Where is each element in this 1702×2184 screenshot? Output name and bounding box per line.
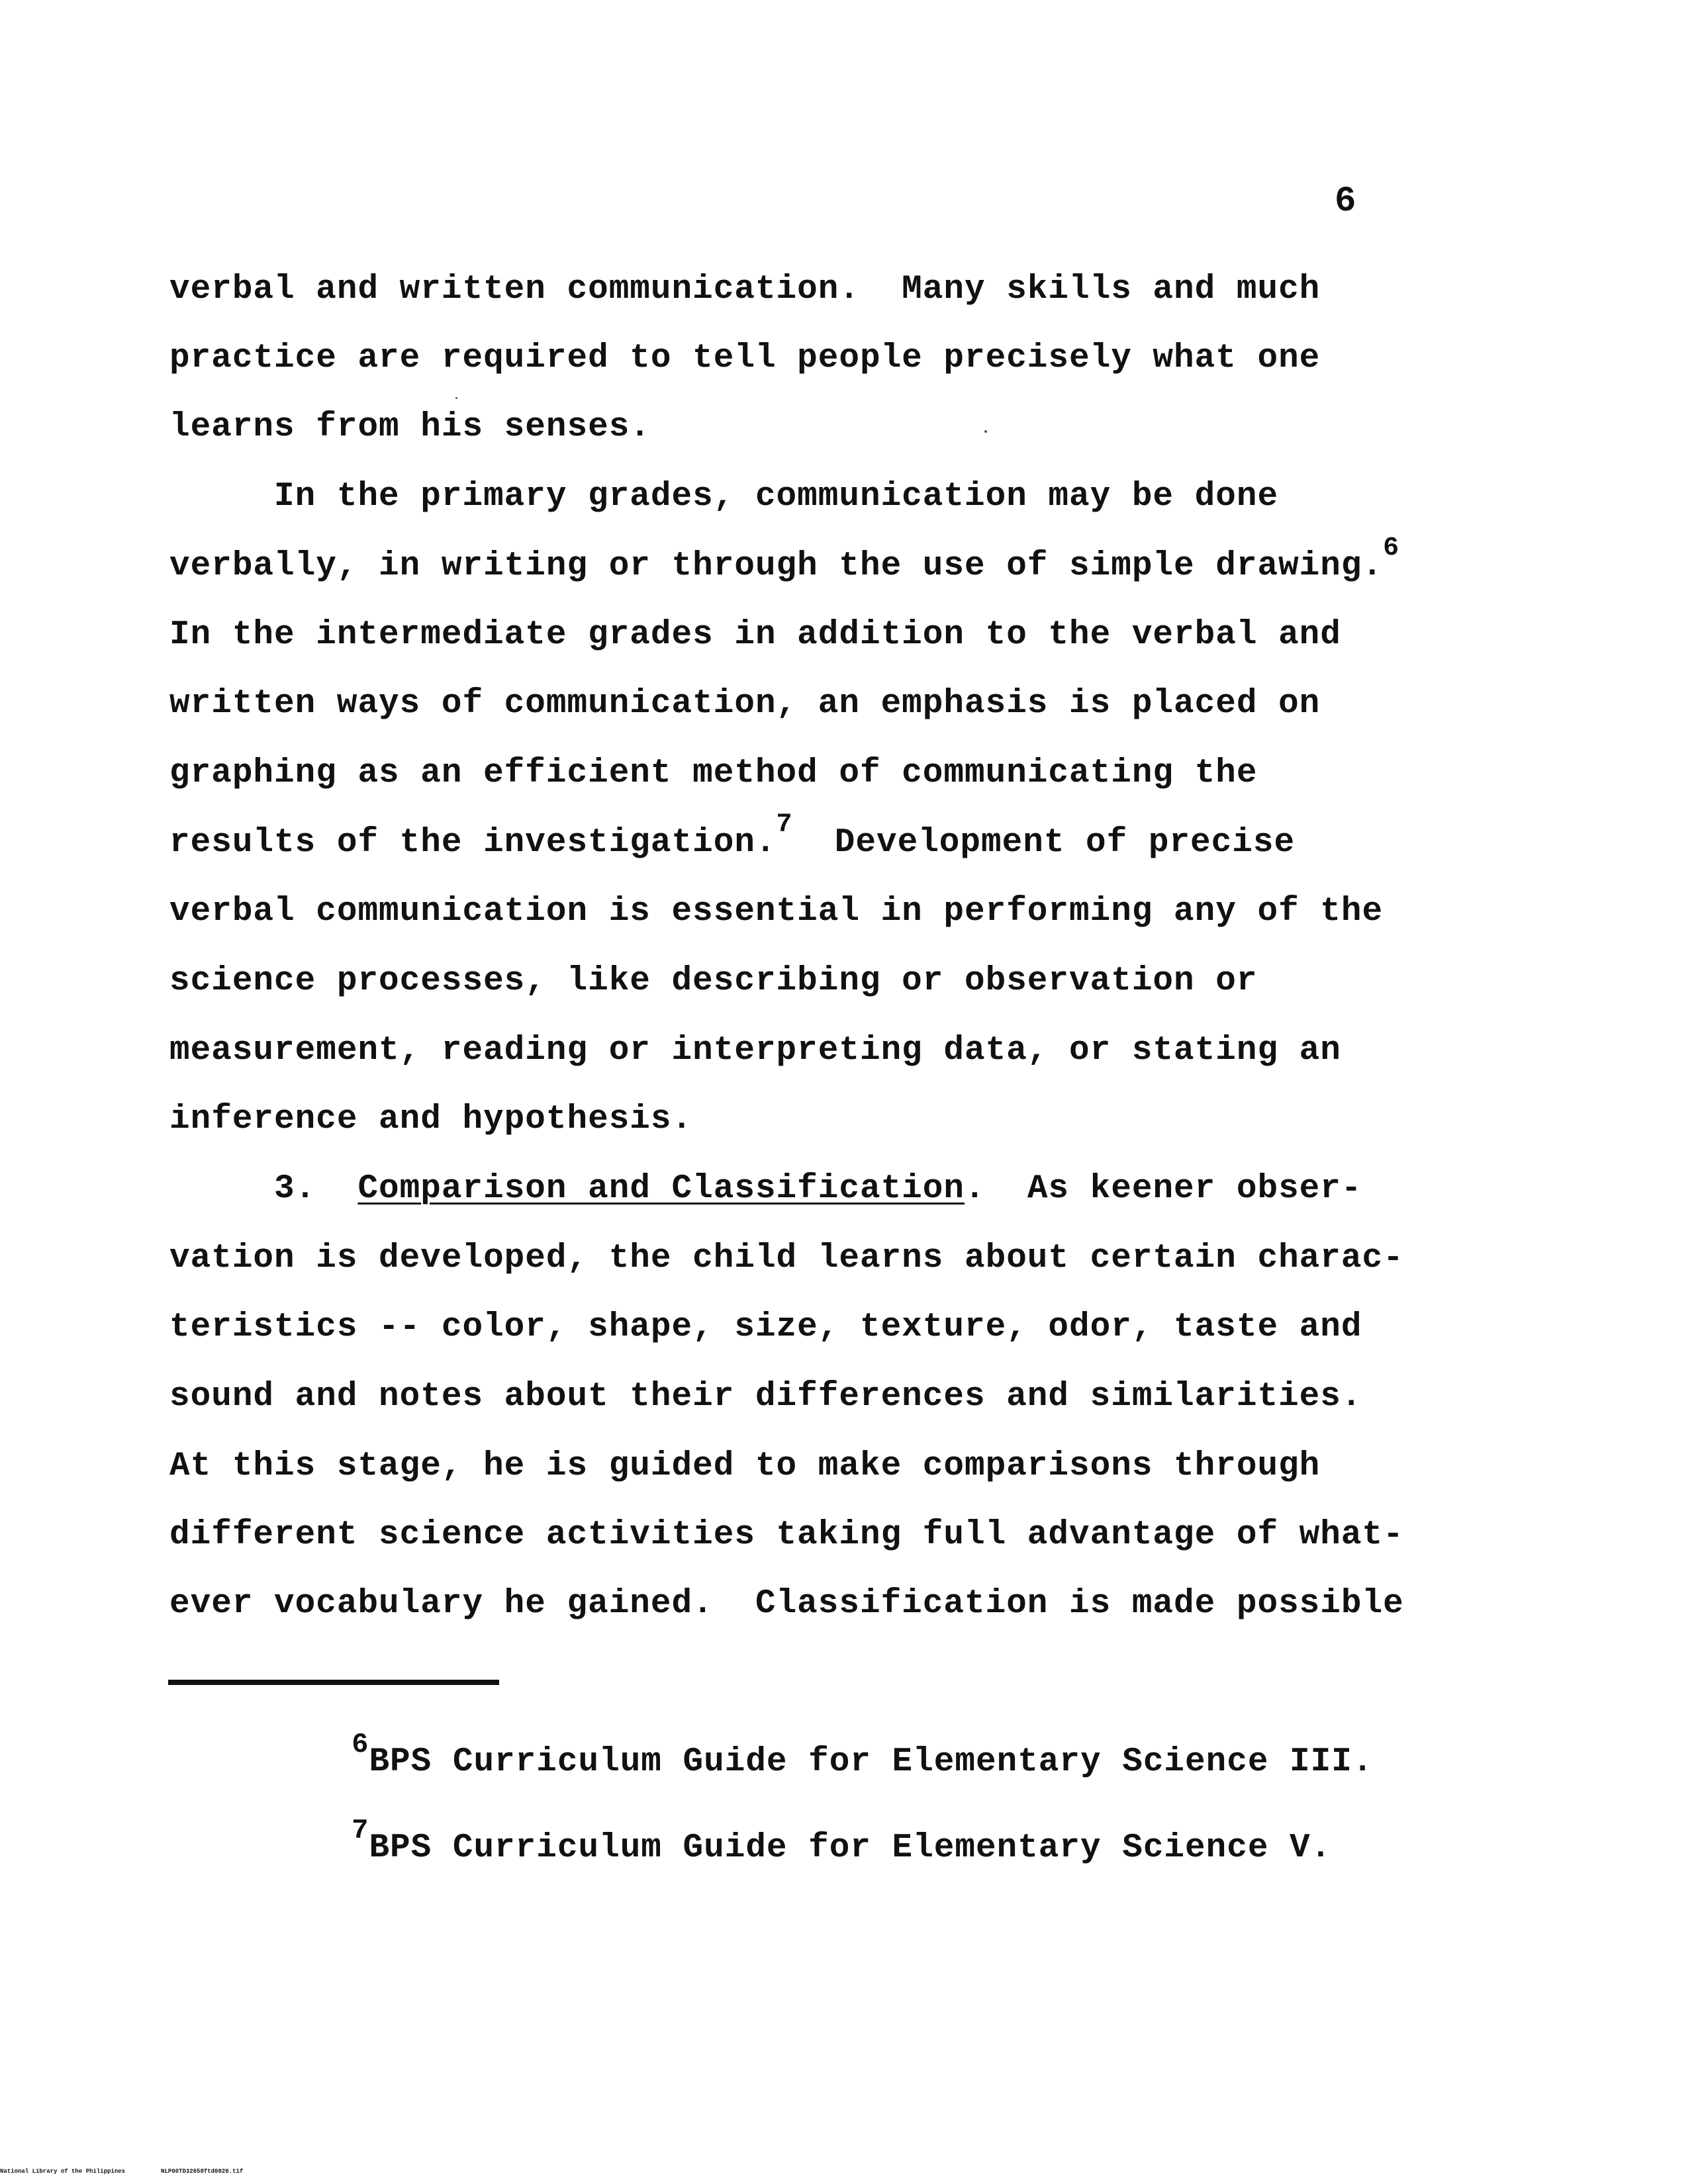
text-line: verbal communication is essential in performing any of the [169,893,1384,931]
scan-speck [455,397,457,399]
text-line: At this stage, he is guided to make comparisons through [169,1447,1321,1485]
footnote-ref-6: 6 [1383,533,1400,563]
text-line: teristics -- color, shape, size, texture, odor, taste and [169,1308,1362,1346]
scan-credit [0,2168,243,2175]
text-line-tail: Development of precise [792,824,1296,862]
text-line: science processes, like describing or observation or [169,962,1258,1000]
text-line: written ways of communication, an emphasis is placed on [169,685,1321,723]
text-line: learns from his senses. [169,408,651,446]
section-heading: Comparison and Classification [357,1170,965,1208]
footnote-text: BPS Curriculum Guide for Elementary Science V. [369,1829,1332,1867]
text-line-content: results of the investigation. [169,824,777,862]
footnote-divider [168,1680,499,1685]
scan-speck [984,430,987,433]
text-line: vation is developed, the child learns about certain charac- [169,1240,1404,1277]
section-heading-line [169,1172,1362,1206]
text-line: inference and hypothesis. [169,1101,693,1138]
page-number: 6 [1335,181,1356,222]
text-line: verbal and written communication. Many skills and much [169,271,1321,308]
text-line: different science activities taking full advantage of what- [169,1516,1404,1554]
footnote [310,1711,1373,1779]
text-line-content: verbally, in writing or through the use of simple drawing. [169,547,1384,585]
text-line: measurement, reading or interpreting data, or stating an [169,1032,1341,1069]
credit-library: National Library of the Philippines [0,2168,126,2175]
text-line: ever vocabulary he gained. Classification is made possible [169,1585,1404,1623]
footnote-marker: 6 [352,1729,369,1760]
footnote-text: BPS Curriculum Guide for Elementary Science III. [369,1743,1374,1781]
text-line: graphing as an efficient method of communicating the [169,754,1258,792]
text-line: In the primary grades, communication may be done [169,478,1279,516]
text-line [169,810,1296,862]
footnote [310,1797,1331,1865]
text-line: In the intermediate grades in addition to the verbal and [169,616,1341,654]
section-heading-tail: . As keener obser- [965,1170,1362,1208]
credit-file: NLP00TD32658ftd0020.tif [161,2168,244,2175]
section-number: 3. [169,1170,358,1208]
text-line [169,533,1400,585]
text-line: practice are required to tell people precisely what one [169,340,1321,377]
footnote-ref-7: 7 [776,810,793,840]
text-line: sound and notes about their differences and similarities. [169,1378,1362,1416]
footnote-marker: 7 [352,1815,369,1846]
